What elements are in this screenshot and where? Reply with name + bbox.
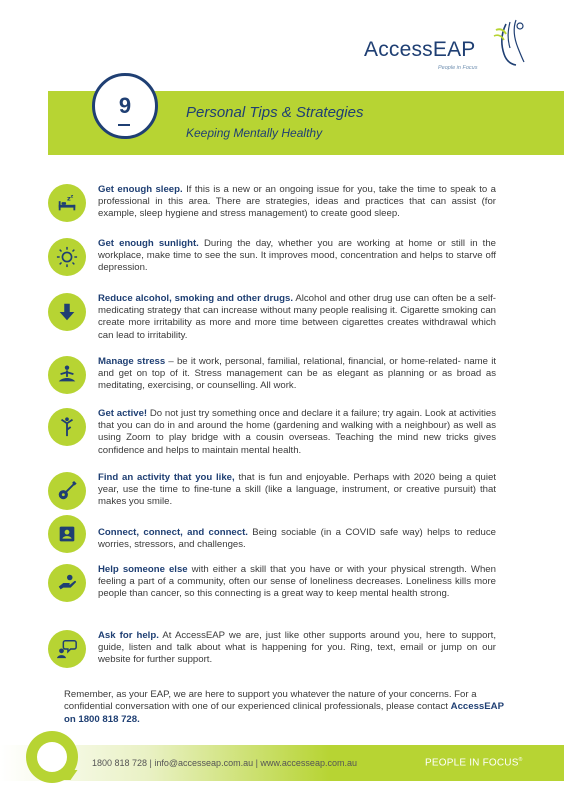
- sun-icon: [48, 238, 86, 276]
- tip-text: [98, 293, 496, 342]
- tip-number-badge: [92, 73, 158, 139]
- svg-text:z: z: [70, 194, 74, 200]
- logo-text-eap: EAP: [432, 38, 476, 61]
- meditation-icon: [48, 356, 86, 394]
- tip-heading: Get enough sleep.: [98, 184, 183, 195]
- tip-body: Alcohol and other drug use can often be a self-medicating strategy that can increase without many people realising it. Cigarette smoking can create more irritability as more and more time between cigarettes creates withdrawal which can lead to irritability.: [98, 293, 496, 341]
- closing-text: Remember, as your EAP, we are here to support you whatever the nature of your concerns. For a confidential conversation with one of our experienced clinical professionals, please contact: [64, 689, 477, 713]
- q-logo-inner: [37, 742, 67, 772]
- tip-text: [98, 564, 496, 601]
- tip-heading: Find an activity that you like,: [98, 472, 235, 483]
- logo-wordmark: [364, 38, 476, 62]
- tip-heading: Get active!: [98, 408, 148, 419]
- accesseap-logo: [364, 18, 534, 74]
- yoga-pose-icon: [48, 408, 86, 446]
- svg-text:z: z: [67, 194, 71, 203]
- tip-text: [98, 472, 496, 509]
- logo-tagline: People in Focus: [438, 65, 478, 71]
- tip-body: At AccessEAP we are, just like other supports around you, here to support, guide, listen and talk about what is happening for you. Ring, text, email or jump on our website for further support.: [98, 630, 496, 666]
- footer-tagline: [425, 757, 522, 768]
- tip-heading: Connect, connect, and connect.: [98, 527, 248, 538]
- tip-body: During the day, whether you are working at home or still in the workplace, make time to see the sun. It improves mood, concentration and helps to starve off depression.: [98, 238, 496, 274]
- tip-body: If this is a new or an ongoing issue for you, take the time to speak to a professional in this area. There are strategies, ideas and practices that can assist (for example, sleep hygiene and stress management) to create good sleep.: [98, 184, 496, 220]
- page-title: Personal Tips & Strategies: [186, 104, 364, 121]
- helping-hand-icon: [48, 564, 86, 602]
- speech-person-icon: [48, 630, 86, 668]
- tip-body: – be it work, personal, familial, relational, financial, or home-related- name it and get on top of it. Stress management can be as elegant as planning or as broad as meditating, exercising, or counselling. All work.: [98, 356, 496, 392]
- sleep-icon: [48, 184, 86, 222]
- page-subtitle: Keeping Mentally Healthy: [186, 126, 323, 140]
- tip-heading: Reduce alcohol, smoking and other drugs.: [98, 293, 293, 304]
- closing-contact: AccessEAP on 1800 818 728.: [64, 701, 504, 725]
- footer-contact: 1800 818 728 | info@accesseap.com.au | www.accesseap.com.au: [92, 758, 357, 768]
- tip-heading: Get enough sunlight.: [98, 238, 199, 249]
- trademark-symbol: ®: [518, 757, 523, 763]
- footer-tagline-text: PEOPLE IN FOCUS: [425, 757, 519, 769]
- tip-heading: Ask for help.: [98, 630, 159, 641]
- closing-paragraph: [64, 689, 504, 726]
- logo-text-access: Access: [364, 38, 433, 61]
- tip-body: that is fun and enjoyable. Perhaps with 2020 being a quiet year, use the time to fine-tune a skill (like a language, instrument, or creative pursuit) that makes you smile.: [98, 472, 496, 508]
- tip-text: [98, 356, 496, 393]
- tip-text: [98, 527, 496, 551]
- tip-body: Do not just try something once and declare it a failure; try again. Look at activities that you can do in and around the home (gardening and walking with a neighbour) as well as using Zoom to play bridge with a cousin overseas. Teaching the mind new tricks gives confidence and helps to maintain mental health.: [98, 408, 496, 456]
- tip-text: [98, 630, 496, 667]
- tip-text: [98, 184, 496, 221]
- logo-figure-icon: [476, 18, 528, 66]
- tip-body: with either a skill that you have or with your physical strength. When feeling a part of a community, often our sense of loneliness decreases. Loneliness kills more people than cancer, so this connecting is a great way to keep mental health strong.: [98, 564, 496, 600]
- tip-heading: Help someone else: [98, 564, 188, 575]
- number-underline: [118, 124, 130, 126]
- guitar-icon: [48, 472, 86, 510]
- tip-heading: Manage stress: [98, 356, 166, 367]
- tip-body: Being sociable (in a COVID safe way) helps to reduce worries, stressors, and challenges.: [98, 527, 496, 551]
- tip-text: [98, 408, 496, 457]
- tip-text: [98, 238, 496, 275]
- contact-card-icon: [48, 515, 86, 553]
- tip-number: 9: [118, 93, 132, 118]
- arrow-down-icon: [48, 293, 86, 331]
